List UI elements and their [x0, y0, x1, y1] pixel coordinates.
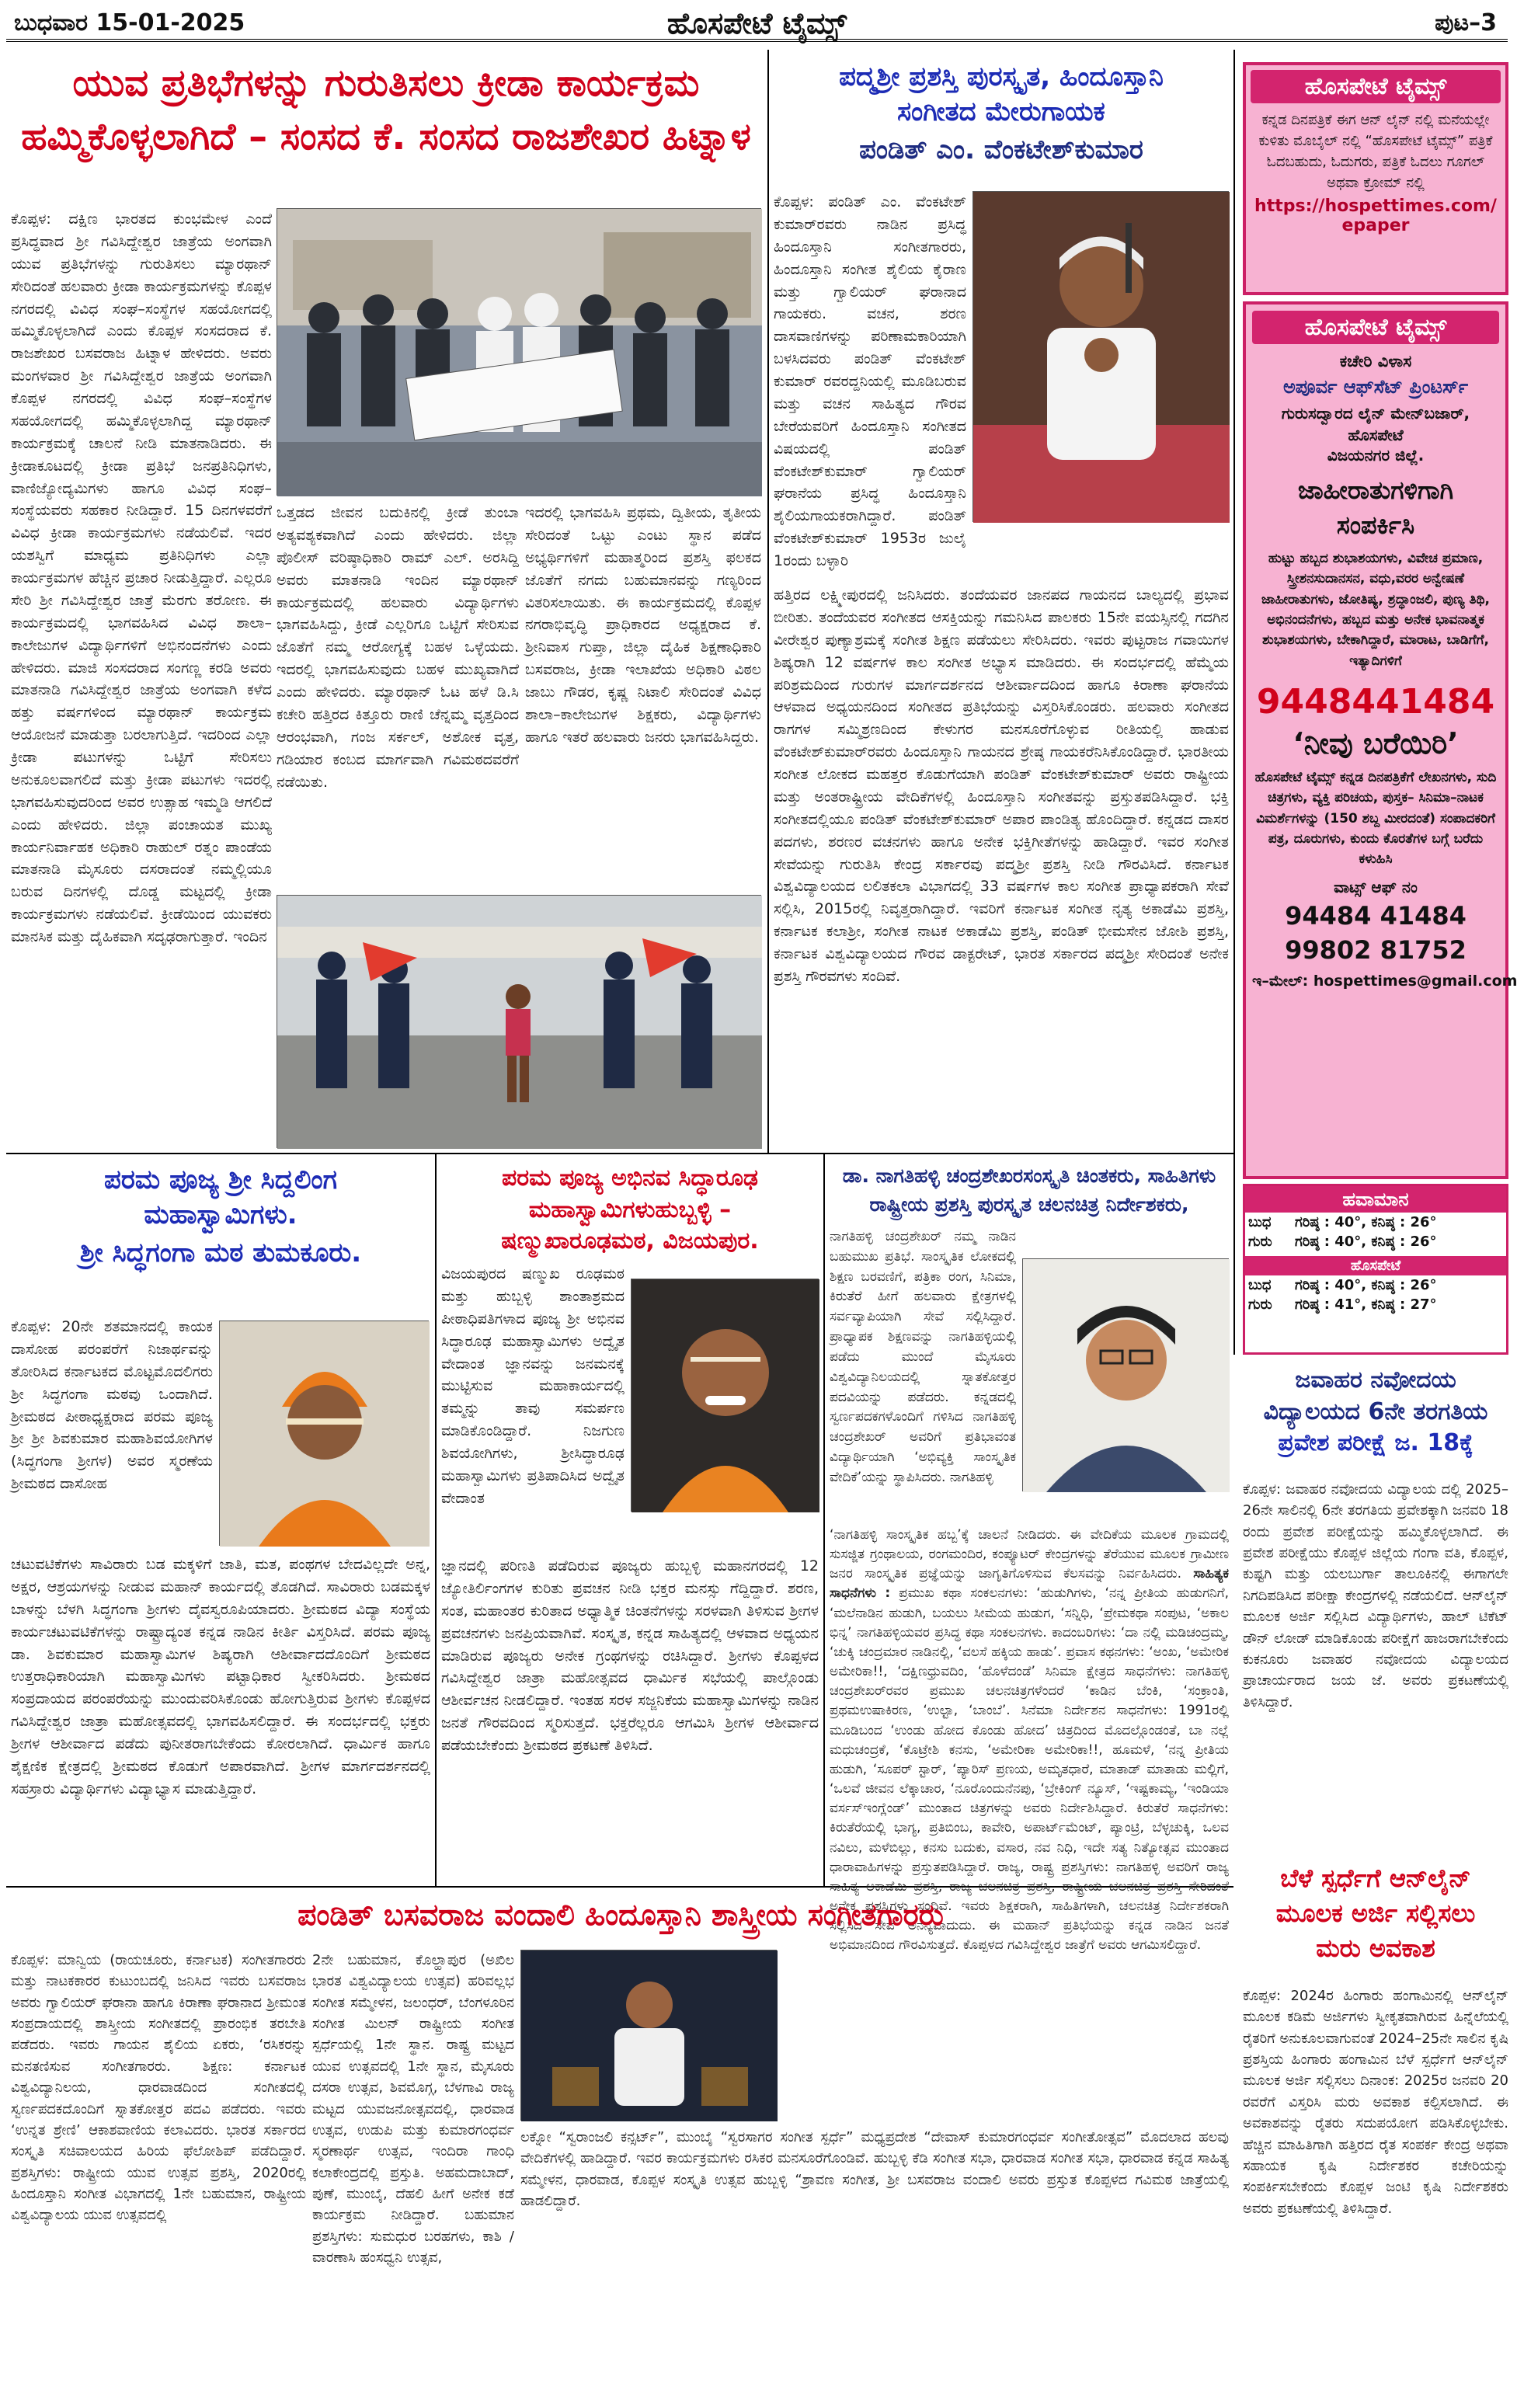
column-rule [435, 1153, 437, 1886]
weather-subtitle: ಹೊಸಪೇಟೆ [1245, 1256, 1506, 1275]
story2-headline-line1: ಪದ್ಮಶ್ರೀ ಪ್ರಶಸ್ತಿ ಪುರಸ್ಕೃತ, ಹಿಂದೂಸ್ತಾನಿ [839, 61, 1164, 92]
ads-phone[interactable]: 9448441484 [1256, 682, 1495, 722]
story1-headline-line1: ಯುವ ಪ್ರತಿಭೆಗಳನ್ನು ಗುರುತಿಸಲು ಕ್ರೀಡಾ ಕಾರ್ಯಕ್ರಮ [72, 61, 700, 105]
epaper-promo-box [1243, 62, 1508, 295]
email-label: ಇ–ಮೇಲ್: [1252, 972, 1309, 990]
weather-row [1245, 1213, 1506, 1232]
whatsapp-label: ವಾಟ್ಸ್ ಆಫ್ ನಂ [1334, 877, 1418, 896]
story3-text-left: ಕೊಪ್ಪಳ: 20ನೇ ಶತಮಾನದಲ್ಲಿ ಕಾಯಕ ದಾಸೋಹ ಪರಂಪರೆಗೆ ನಿಜಾರ್ಥವನ್ನು ತೋರಿಸಿದ ಕರ್ನಾಟಕದ ಮೊಟ್ಟಮೊದಲಿಗರು ಶ್ರೀ ಸಿದ್ಧಗಂಗಾ ಮಠವು ಒಂದಾಗಿದೆ. ಶ್ರೀಮಠದ ಪೀಠಾಧ್ಯಕ್ಷರಾದ ಪರಮ ಪೂಜ್ಯ ಶ್ರೀ ಶ್ರೀ ಶಿವಕುಮಾರ ಮಹಾಶಿವಯೋಗಿಗಳ (ಸಿದ್ಧಗಂಗಾ ಶ್ರೀಗಳ) ಅವರ ಸ್ಮರಣೆಯ ಶ್ರೀಮಠದ ದಾಸೋಹ [11, 1318, 213, 1493]
epaper-link-path[interactable]: epaper [1341, 216, 1410, 235]
venkatesh-kumar-photo [972, 191, 1229, 522]
ad-categories: ಹುಟ್ಟು ಹಬ್ಬದ ಶುಭಾಶಯಗಳು, ವಿವೇಚ ಪ್ರಮಾಣ, ಸ್ತ್ರೀಶನಸುದಾನಸನ, ವಧು,ವರರ ಅನ್ವೇಷಣೆ ಜಾಹೀರಾತುಗಳು, ಜೋತಿಷ್ಯ, ಶ್ರದ್ಧಾಂಜಲಿ, ಪುಣ್ಯ ತಿಥಿ, ಅಭಿನಂದನೆಗಳು, ಹಬ್ಬದ ಮತ್ತು ಅನೇಕ ಭಾವನಾತ್ಮಕ ಶುಭಾಶಯಗಳು, ಬೇಕಾಗಿದ್ದಾರೆ, ಮಾರಾಟ, ಬಾಡಿಗೆಗೆ, ಇತ್ಯಾದಿಗಳಿಗೆ [1261, 551, 1490, 669]
column-rule [1233, 50, 1235, 1355]
story5-headline-line1: ಡಾ. ನಾಗತಿಹಳ್ಳಿ ಚಂದ್ರಶೇಖರಸಂಸ್ಕೃತಿ ಚಿಂತಕರು, ಸಾಹಿತಿಗಳು [842, 1164, 1216, 1187]
weather-temp: ಗರಿಷ್ಠ : 41°, ಕನಿಷ್ಠ : 27° [1295, 1296, 1437, 1313]
story2-headline-line3: ಪಂಡಿತ್ ಎಂ. ವೆಂಕಟೇಶ್‌ಕುಮಾರ [859, 134, 1143, 166]
story4-headline-line1: ಪರಮ ಪೂಜ್ಯ ಅಭಿನವ ಸಿದ್ಧಾರೂಢ [502, 1164, 758, 1192]
story3-headline-line3: ಶ್ರೀ ಸಿದ್ಧಗಂಗಾ ಮಠ ತುಮಕೂರು. [79, 1237, 362, 1269]
story3-text-full: ಚಟುವಟಿಕೆಗಳು ಸಾವಿರಾರು ಬಡ ಮಕ್ಕಳಿಗೆ ಜಾತಿ, ಮತ, ಪಂಥಗಳ ಬೇದವಿಲ್ಲದೇ ಅನ್ನ, ಅಕ್ಷರ, ಆಶ್ರಯಗಳನ್ನು ನೀಡುವ ಮಹಾನ್ ಕಾರ್ಯದಲ್ಲಿ ತೊಡಗಿದೆ. ಸಾವಿರಾರು ಬಡಮಕ್ಕಳ ಬಾಳನ್ನು ಬೆಳಗಿ ಸಿದ್ಧಗಂಗಾ ಶ್ರೀಗಳು ದೈವಸ್ವರೂಪಿಯಾದರು. ಶ್ರೀಮಠದ ವಿದ್ಯಾ ಸಂಸ್ಥೆಯ ಕಾರ್ಯಚಟುವಟಿಕೆಗಳನ್ನು ರಾಷ್ಟ್ರಾದ್ಯಂತ ಕನ್ನಡ ನಾಡಿನ ಕೀರ್ತಿ ವಿಸ್ತರಿಸಿದೆ. ಪರಮ ಪೂಜ್ಯ ಡಾ. ಶಿವಕುಮಾರ ಮಹಾಸ್ವಾಮಿಗಳ ಶಿಷ್ಯರಾಗಿ ಆಶೀರ್ವಾದದೊಂದಿಗೆ ಶ್ರೀಮಠದ ಉತ್ತರಾಧಿಕಾರಿಯಾಗಿ ಮಹಾಸ್ವಾಮಿಗಳು ಪಟ್ಟಾಧಿಕಾರ ಸ್ವೀಕರಿಸಿದರು. ಶ್ರೀಮಠದ ಸಂಪ್ರದಾಯದ ಪರಂಪರೆಯನ್ನು ಮುಂದುವರಿಸಿಕೊಂಡು ಹೋಗುತ್ತಿರುವ ಶ್ರೀಗಳು ಕೊಪ್ಪಳದ ಗವಿಸಿದ್ದೇಶ್ವರ ಜಾತ್ರಾ ಮಹೋತ್ಸವದಲ್ಲಿ ಭಾಗವಹಿಸಲಿದ್ದಾರೆ. ಈ ಸಂದರ್ಭದಲ್ಲಿ ಭಕ್ತರು ಶ್ರೀಗಳ ಆಶೀರ್ವಾದ ಪಡೆದು ಪುನೀತರಾಗಬೇಕೆಂದು ಕೋರಲಾಗಿದೆ. ಧಾರ್ಮಿಕ ಹಾಗೂ ಶೈಕ್ಷಣಿಕ ಕ್ಷೇತ್ರದಲ್ಲಿ ಶ್ರೀಮಠದ ಕೊಡುಗೆ ಅಪಾರವಾಗಿದೆ. ಶ್ರೀಗಳ ಮಾರ್ಗದರ್ಶನದಲ್ಲಿ ಸಹಸ್ರಾರು ವಿದ್ಯಾರ್ಥಿಗಳು ವಿದ್ಯಾಭ್ಯಾಸ ಮಾಡುತ್ತಿದ್ದಾರೆ. [11, 1556, 430, 1797]
story6-headline [1243, 1367, 1508, 1457]
story4-text-full: ಜ್ಞಾನದಲ್ಲಿ ಪರಿಣತಿ ಪಡೆದಿರುವ ಪೂಜ್ಯರು ಹುಬ್ಬಳ್ಳಿ ಮಹಾನಗರದಲ್ಲಿ 12 ಜ್ಯೋತಿರ್ಲಿಂಗಗಳ ಕುರಿತು ಪ್ರವಚನ ನೀಡಿ ಭಕ್ತರ ಮನಸ್ಸು ಗೆದ್ದಿದ್ದಾರೆ. ಶರಣ, ಸಂತ, ಮಹಾಂತರ ಕುರಿತಾದ ಅಧ್ಯಾತ್ಮಿಕ ಚಿಂತನೆಗಳನ್ನು ಸರಳವಾಗಿ ತಿಳಿಸುವ ಶ್ರೀಗಳ ಪ್ರವಚನಗಳು ಜನಪ್ರಿಯವಾಗಿವೆ. ಸಂಸ್ಕೃತ, ಕನ್ನಡ ಸಾಹಿತ್ಯದಲ್ಲಿ ಆಳವಾದ ಅಧ್ಯಯನ ಮಾಡಿರುವ ಪೂಜ್ಯರು ಅನೇಕ ಗ್ರಂಥಗಳನ್ನು ರಚಿಸಿದ್ದಾರೆ. ಶ್ರೀಗಳು ಕೊಪ್ಪಳದ ಗವಿಸಿದ್ದೇಶ್ವರ ಜಾತ್ರಾ ಮಹೋತ್ಸವದ ಧಾರ್ಮಿಕ ಸಭೆಯಲ್ಲಿ ಪಾಲ್ಗೊಂಡು ಆಶೀರ್ವಚನ ನೀಡಲಿದ್ದಾರೆ. ಇಂತಹ ಸರಳ ಸಜ್ಜನಿಕೆಯ ಮಹಾಸ್ವಾಮಿಗಳನ್ನು ನಾಡಿನ ಜನತೆ ಗೌರವದಿಂದ ಸ್ಮರಿಸುತ್ತದೆ. ಭಕ್ತರೆಲ್ಲರೂ ಆಗಮಿಸಿ ಶ್ರೀಗಳ ಆಶೀರ್ವಾದ ಪಡೆಯಬೇಕೆಂದು ಶ್ರೀಮಠದ ಪ್ರಕಟಣೆ ತಿಳಿಸಿದೆ. [441, 1557, 819, 1754]
weather-row [1245, 1232, 1506, 1251]
weather-day: ಗುರು [1248, 1234, 1272, 1250]
office-street: ಗುರುಸದ್ವಾರದ ಲೈನ್ ಮೇನ್‌ಬಜಾರ್, ಹೊಸಪೇಟೆ [1281, 404, 1470, 444]
ads-heading: ಜಾಹೀರಾತುಗಳಿಗಾಗಿ [1297, 475, 1454, 505]
story5-text-full [830, 1526, 1230, 1954]
story5-lit-title: ಸಾಹಿತ್ಯಕ ಸಾಧನೆಗಳು : [830, 1566, 1230, 1602]
weather-temp: ಗರಿಷ್ಠ : 40°, ಕನಿಷ್ಠ : 26° [1295, 1214, 1437, 1230]
story6-headline-line1: ಜವಾಹರ ನವೋದಯ [1295, 1366, 1456, 1394]
story8-headline: ಪಂಡಿತ್ ಬಸವರಾಜ ವಂದಾಲಿ ಹಿಂದೂಸ್ತಾನಿ ಶಾಸ್ತ್ರೀಯ ಸಂಗೀತಗಾರರು [297, 1898, 944, 1932]
story1-column-3: ಇದರಲ್ಲಿ ಭಾಗವಹಿಸಿ ಪ್ರಥಮ, ದ್ವಿತೀಯ, ತೃತೀಯ ಸೇರಿದಂತೆ ಒಟ್ಟು ಎಂಟು ಸ್ಥಾನ ಪಡೆದ ಅಭ್ಯರ್ಥಿಗಳಿಗೆ ಮಹಾತ್ಮರಿಂದ ಪ್ರಶಸ್ತಿ ಫಲಕದ ಜೊತೆಗೆ ನಗದು ಬಹುಮಾನವನ್ನು ಗಣ್ಯರಿಂದ ವಿತರಿಸಲಾಯಿತು. ಈ ಕಾರ್ಯಕ್ರಮದಲ್ಲಿ ಕೊಪ್ಪಳ ನಗರಾಭಿವೃದ್ಧಿ ಪ್ರಾಧಿಕಾರದ ಅಧ್ಯಕ್ಷರಾದ ಕೆ. ಶ್ರೀನಿವಾಸ ಗುಪ್ತಾ, ಜಿಲ್ಲಾ ದೈಹಿಕ ಶಿಕ್ಷಣಾಧಿಕಾರಿ ಬಸವರಾಜ, ಕ್ರೀಡಾ ಇಲಾಖೆಯ ಅಧಿಕಾರಿ ವಿಠಲ ಜಾಬು ಗೌಡರ, ಕೃಷ್ಣ ನಿಟಾಲಿ ಸೇರಿದಂತೆ ವಿವಿಧ ಶಾಲಾ–ಕಾಲೇಜುಗಳ ಶಿಕ್ಷಕರು, ವಿದ್ಯಾರ್ಥಿಗಳು ಹಾಗೂ ಇತರೆ ಹಲವಾರು ಜನರು ಭಾಗವಹಿಸಿದ್ದರು. [525, 504, 761, 746]
weather-table-hospet [1245, 1275, 1506, 1314]
weather-day: ಗುರು [1248, 1296, 1272, 1313]
abhinava-siddharudha-photo [631, 1279, 819, 1512]
story7-headline-line2: ಮೂಲಕ ಅರ್ಜಿ ಸಲ್ಲಿಸಲು [1275, 1898, 1476, 1928]
weather-day: ಬುಧ [1248, 1214, 1272, 1230]
story3-headline-line1: ಪರಮ ಪೂಜ್ಯ ಶ್ರೀ ಸಿದ್ದಲಿಂಗ [104, 1164, 337, 1195]
contact-heading: ಸಂಪರ್ಕಿಸಿ [1336, 510, 1415, 540]
email-line [1252, 972, 1517, 990]
write-to-us-text: ಹೊಸಪೇಟೆ ಟೈಮ್ಸ್ ಕನ್ನಡ ದಿನಪತ್ರಿಕೆಗೆ ಲೇಖನಗಳು, ಸುದಿ ಚಿತ್ರಗಳು, ವ್ಯಕ್ತಿ ಪರಿಚಯ, ಪುಸ್ತಕ– ಸಿನಿಮಾ–ನಾಟಕ ವಿಮರ್ಶೆಗಳನ್ನು (150 ಶಬ್ದ ಮೀರದಂತೆ) ಸಂಪಾದಕರಿಗೆ ಪತ್ರ, ದೂರುಗಳು, ಕುಂದು ಕೊರತೆಗಳ ಬಗ್ಗೆ ಬರೆದು ಕಳುಹಿಸಿ [1254, 770, 1497, 868]
story1-headline-line2: ಹಮ್ಮಿಕೊಳ್ಳಲಾಗಿದೆ – ಸಂಸದ ಕೆ. ಸಂಸದ ರಾಜಶೇಖರ ಹಿಟ್ನಾಳ [21, 115, 751, 159]
weather-row [1245, 1275, 1506, 1295]
story5-text-intro: ‘ನಾಗತಿಹಳ್ಳಿ ಸಾಂಸ್ಕೃತಿಕ ಹಬ್ಬ’ಕ್ಕೆ ಚಾಲನೆ ನೀಡಿದರು. ಈ ವೇದಿಕೆಯ ಮೂಲಕ ಗ್ರಾಮದಲ್ಲಿ ಸುಸಜ್ಜಿತ ಗ್ರಂಥಾಲಯ, ರಂಗಮಂದಿರ, ಕಂಪ್ಯೂಟರ್ ಕೇಂದ್ರಗಳನ್ನು ತೆರೆಯುವ ಮೂಲಕ ಗ್ರಾಮೀಣ ಜನರ ಸಾಂಸ್ಕೃತಿಕ ಪ್ರಜ್ಞೆಯನ್ನು ಜಾಗೃತಿಗೊಳಿಸುವ ಕೆಲಸವನ್ನು ನಿರ್ವಹಿಸಿದರು. [830, 1527, 1229, 1582]
story8-column-1: ಕೊಪ್ಪಳ: ಮಾನ್ವಿಯ (ರಾಯಚೂರು, ಕರ್ನಾಟಕ) ಸಂಗೀತಗಾರರು ಮತ್ತು ನಾಟಕಕಾರರ ಕುಟುಂಬದಲ್ಲಿ ಜನಿಸಿದ ಇವರು ಬಸವರಾಜ ಅವರು ಗ್ವಾಲಿಯರ್ ಘರಾನಾ ಹಾಗೂ ಕಿರಾಣಾ ಘರಾನಾದ ಶ್ರೀಮಂತ ಸಂಪ್ರದಾಯದಲ್ಲಿ ಶಾಸ್ತ್ರೀಯ ಸಂಗೀತದಲ್ಲಿ ಪ್ರಾರಂಭಿಕ ತರಬೇತಿ ಪಡೆದರು. ಇವರು ಗಾಯನ ಶೈಲಿಯ ಏಕರು, ‘ರಸಿಕರನ್ನು ಮನತಣಿಸುವ ಸಂಗೀತಗಾರರು. ಶಿಕ್ಷಣ: ಕರ್ನಾಟಕ ವಿಶ್ವವಿದ್ಯಾನಿಲಯ, ಧಾರವಾಡದಿಂದ ಸಂಗೀತದಲ್ಲಿ ಸ್ವರ್ಣಪದಕದೊಂದಿಗೆ ಸ್ನಾತಕೋತ್ತರ ಪದವಿ ಪಡೆದರು. ಇವರು ‘ಉನ್ನತ ಶ್ರೇಣಿ’ ಆಕಾಶವಾಣಿಯ ಕಲಾವಿದರು. ಭಾರತ ಸರ್ಕಾರದ ಸಂಸ್ಕೃತಿ ಸಚಿವಾಲಯದ ಹಿರಿಯ ಫೆಲೋಶಿಪ್ ಪಡೆದಿದ್ದಾರೆ. ಪ್ರಶಸ್ತಿಗಳು: ರಾಷ್ಟ್ರೀಯ ಯುವ ಉತ್ಸವ ಪ್ರಶಸ್ತಿ, 2020ರಲ್ಲಿ ಹಿಂದೂಸ್ತಾನಿ ಸಂಗೀತ ವಿಭಾಗದಲ್ಲಿ 1ನೇ ಬಹುಮಾನ, ರಾಷ್ಟ್ರೀಯ ವಿಶ್ವವಿದ್ಯಾಲಯ ಯುವ ಉತ್ಸವದಲ್ಲಿ [11, 1952, 306, 2224]
weather-table-koppal [1245, 1213, 1506, 1251]
story5-text-left: ನಾಗತಿಹಳ್ಳಿ ಚಂದ್ರಶೇಖರ್ ನಮ್ಮ ನಾಡಿನ ಬಹುಮುಖ ಪ್ರತಿಭೆ. ಸಾಂಸ್ಕೃತಿಕ ಲೋಕದಲ್ಲಿ ಶಿಕ್ಷಣ ಬರವಣಿಗೆ, ಪತ್ರಿಕಾ ರಂಗ, ಸಿನಿಮಾ, ಕಿರುತೆರೆ ಹೀಗೆ ಹಲವಾರು ಕ್ಷೇತ್ರಗಳಲ್ಲಿ ಸರ್ವವ್ಯಾಪಿಯಾಗಿ ಸೇವೆ ಸಲ್ಲಿಸಿದ್ದಾರೆ. ಪ್ರಾಧ್ಯಾಪಕ ಶಿಕ್ಷಣವನ್ನು ನಾಗತಿಹಳ್ಳಿಯಲ್ಲಿ ಪಡೆದು ಮುಂದೆ ಮೈಸೂರು ವಿಶ್ವವಿದ್ಯಾನಿಲಯದಲ್ಲಿ ಸ್ನಾತಕೋತ್ತರ ಪದವಿಯನ್ನು ಪಡೆದರು. ಕನ್ನಡದಲ್ಲಿ ಸ್ವರ್ಣಪದಕಗಳೊಂದಿಗೆ ಗಳಿಸಿದ ನಾಗತಿಹಳ್ಳಿ ಚಂದ್ರಶೇಖರ್ ಅವರಿಗೆ ಪ್ರತಿಭಾವಂತ ವಿದ್ಯಾರ್ಥಿಯಾಗಿ ‘ಅಭಿವ್ಯಕ್ತಿ ಸಾಂಸ್ಕೃತಿಕ ವೇದಿಕೆ’ಯನ್ನು ಸ್ಥಾಪಿಸಿದರು. ನಾಗತಿಹಳ್ಳಿ [830, 1229, 1016, 1485]
epaper-link[interactable]: https://hospettimes.com/ [1254, 197, 1497, 216]
write-to-us-slogan: ‘ನೀವು ಬರೆಯಿರಿ’ [1293, 726, 1459, 761]
basavaraj-vandali-photo [520, 1950, 777, 2121]
story7-headline [1243, 1864, 1508, 1962]
story5-lit-text: ಪ್ರಮುಖ ಕಥಾ ಸಂಕಲನಗಳು: ‘ಹುಡುಗಿಗಳು, ‘ನನ್ನ ಪ್ರೀತಿಯ ಹುಡುಗನಿಗೆ, ‘ಮಲೆನಾಡಿನ ಹುಡುಗಿ, ಬಯಲು ಸೀಮೆಯ ಹುಡುಗ, ‘ಸನ್ನಿಧಿ, ‘ಪ್ರೇಮಕಥಾ ಸಂಪುಟ, ‘ಅಕಾಲ ಭಿನ್ನ’ ನಾಗತಿಹಳ್ಳಿಯವರ ಪ್ರಸಿದ್ಧ ಕಥಾ ಸಂಕಲನಗಳು. ಕಾದಂಬರಿಗಳು: ‘ದಾ ನಲ್ಲಿ ಮಡಿಚಂದ್ರಮ್ಮ, ‘ಚುಕ್ಕಿ ಚಂದ್ರಮಾರ ನಾಡಿನಲ್ಲಿ, ‘ವಲಸೆ ಹಕ್ಕಿಯ ಹಾಡು’. ಪ್ರವಾಸ ಕಥನಗಳು: ‘ಅಂಖ, ‘ಅಮೇರಿಕ ಅಮೇರಿಕಾ!!, ‘ದಕ್ಷಿಣಧ್ರುವದಿಂ, ‘ಹೊಳೆದಂಡೆ’ ಸಿನಿಮಾ ಕ್ಷೇತ್ರದ ಸಾಧನೆಗಳು: ನಾಗತಿಹಳ್ಳಿ ಚಂದ್ರಶೇಖರ್‌ರವರ ಪ್ರಮುಖ ಚಲನಚಿತ್ರಗಳೆಂದರೆ ‘ಕಾಡಿನ ಬೆಂಕಿ, ‘ಸಂಕ್ರಾಂತಿ, ಪ್ರಥಮಉಷಾಕಿರಣ, ‘ಉಲ್ಟಾ, ‘ಬಾಂಬೆ’. ಸಿನೆಮಾ ನಿರ್ದೇಶನ ಸಾಧನೆಗಳು: 1991ರಲ್ಲಿ ಮೂಡಿಬಂದ ‘ಉಂಡು ಹೋದ ಕೊಂಡು ಹೋದ’ ಚಿತ್ರದಿಂದ ಮೊದಲ್ಗೊಂಡಂತೆ, ಬಾ ನಲ್ಲೆ ಮಧುಚಂದ್ರಕೆ, ‘ಕೊಟ್ರೇಶಿ ಕನಸು, ‘ಅಮೇರಿಕಾ ಅಮೇರಿಕಾ!!, ಹೂಮಳೆ, ‘ನನ್ನ ಪ್ರೀತಿಯ ಹುಡುಗಿ, ‘ಸೂಪರ್ ಸ್ಟಾರ್, ‘ಪ್ಯಾರಿಸ್ ಪ್ರಣಯ, ಅಮೃತಧಾರೆ, ಮಾತಾಡ್ ಮಾತಾಡು ಮಲ್ಲಿಗೆ, ‘ಒಲವೆ ಜೀವನ ಲೆಕ್ಕಾಚಾರ, ‘ನೂರೊಂದುನೆನಪು, ‘ಬ್ರೇಕಿಂಗ್ ನ್ಯೂಸ್, ‘ಇಷ್ಟಕಾಮ್ಯ, ‘ಇಂಡಿಯಾ ವರ್ಸಸ್‌ಇಂಗ್ಲೆಂಡ್’ ಮುಂತಾದ ಚಿತ್ರಗಳನ್ನು ಅವರು ನಿರ್ದೇಶಿಸಿದ್ದಾರೆ. ಕಿರುತೆರೆ ಸಾಧನೆಗಳು: ಕಿರುತೆರೆಯಲ್ಲಿ ಭಾಗ್ಯ, ಪ್ರತಿಬಿಂಬ, ಕಾವೇರಿ, ಅಪಾರ್ಟ್‌ಮೆಂಟ್, ಪ್ಯಾಂಟ್ರಿ, ಬೆಳ್ಳಚುಕ್ಕಿ, ಒಲವ ನವಿಲು, ಮಳೆಬಿಲ್ಲು, ಕನಸು ಬದುಕು, ವಸಾರ, ನವ ನಿಧಿ, ಇದೇ ಸತ್ಯ ನಿತ್ಯೋತ್ಸವ ಮುಂತಾದ ಧಾರಾವಾಹಿಗಳನ್ನು ಪ್ರಸ್ತುತಪಡಿಸಿದ್ದಾರೆ. ರಾಜ್ಯ, ರಾಷ್ಟ್ರ ಪ್ರಶಸ್ತಿಗಳು: ನಾಗತಿಹಳ್ಳಿ ಅವರಿಗೆ ರಾಜ್ಯ ಸಾಹಿತ್ಯ ಅಕಾಡೆಮಿ ಪ್ರಶಸ್ತಿ, ರಾಜ್ಯ ಚಲನಚಿತ್ರ ಪ್ರಶಸ್ತಿ, ರಾಷ್ಟ್ರೀಯ ಚಲನಚಿತ್ರ ಪ್ರಶಸ್ತಿ ಸೇರಿದಂತೆ ಅನೇಕ ಪ್ರಶಸ್ತಿಗಳು ಸಂದಿವೆ. ಇವರು ಶಿಕ್ಷಕರಾಗಿ, ಸಾಹಿತಿಗಳಾಗಿ, ಚಲನಚಿತ್ರ ನಿರ್ದೇಶಕರಾಗಿ ಸಲ್ಲಿಸಿದ ಸೇವೆ ಅನನ್ಯವಾದುದು. ಈ ಮಹಾನ್ ಪ್ರತಿಭೆಯನ್ನು ಕನ್ನಡ ನಾಡಿನ ಜನತೆ ಅಭಿಮಾನದಿಂದ ಗೌರವಿಸುತ್ತದೆ. ಕೊಪ್ಪಳದ ಗವಿಸಿದ್ದೇಶ್ವರ ಜಾತ್ರೆಗೆ ಅವರು ಆಗಮಿಸಲಿದ್ದಾರೆ. [830, 1585, 1229, 1954]
marathon-award-photo [277, 208, 761, 496]
office-district: ವಿಜಯನಗರ ಜಿಲ್ಲೆ. [1327, 446, 1425, 465]
column-rule [767, 50, 769, 1153]
story3-headline [11, 1165, 430, 1268]
nagathihalli-photo [1022, 1258, 1229, 1491]
newspaper-title: ಹೊಸಪೇಟೆ ಟೈಮ್ಸ್ [666, 6, 847, 40]
promo-text: ಕನ್ನಡ ದಿನಪತ್ರಿಕೆ ಈಗ ಆನ್ ಲೈನ್ ನಲ್ಲಿ ಮನೆಯಲ್ಲೇ ಕುಳಿತು ಮೊಬೈಲ್ ನಲ್ಲಿ “ಹೊಸಪೇಟೆ ಟೈಮ್ಸ್” ಪತ್ರಿಕೆ ಓದಬಹುದು, ಓದುಗರು, ಪತ್ರಿಕೆ ಓದಲು ಗೂಗಲ್ ಅಥವಾ ಕ್ರೋಮ್ ನಲ್ಲಿ [1258, 112, 1493, 191]
story7-headline-line3: ಮರು ಅವಕಾಶ [1316, 1933, 1435, 1963]
story8-column-3: ಲಕ್ನೋ “ಸ್ವರಾಂಜಲಿ ಕನ್ಸರ್ಟ್”, ಮುಂಬೈ “ಸ್ವರಸಾಗರ ಸಂಗೀತ ಸ್ಪರ್ಧೆ” ಮಧ್ಯಪ್ರದೇಶ “ದೇವಾಸ್ ಕುಮಾರಗಂಧರ್ವ ಸಂಗೀತೋತ್ಸವ” ಮೊದಲಾದ ಹಲವು ವೇದಿಕೆಗಳಲ್ಲಿ ಹಾಡಿದ್ದಾರೆ. ಇವರ ಕಾರ್ಯಕ್ರಮಗಳು ರಸಿಕರ ಮನಸೂರೆಗೊಂಡಿವೆ. ಹುಬ್ಬಳ್ಳಿ ಕೆಡಿ ಸಂಗೀತ ಸಭಾ, ಧಾರವಾಡ ಸಂಗೀತ ಸಭಾ, ಧಾರವಾಡ ಕನ್ನಡ ಸಾಹಿತ್ಯ ಸಮ್ಮೇಳನ, ಧಾರವಾಡ, ಕೊಪ್ಪಳ ಸಂಸ್ಕೃತಿ ಉತ್ಸವ ಹುಬ್ಬಳ್ಳಿ “ಶ್ರಾವಣ ಸಂಗೀತ, ಶ್ರೀ ಬಸವರಾಜ ವಂದಾಲಿ ಅವರು ಪ್ರಸ್ತುತ ಕೊಪ್ಪಳದ ಗವಿಮಠ ಜಾತ್ರೆಯಲ್ಲಿ ಹಾಡಲಿದ್ದಾರೆ. [520, 2129, 1229, 2210]
story5-headline-line2: ರಾಷ್ಟ್ರೀಯ ಪ್ರಶಸ್ತಿ ಪುರಸ್ಕೃತ ಚಲನಚಿತ್ರ ನಿರ್ದೇಶಕರು, [869, 1192, 1189, 1216]
story4-headline-line2: ಮಹಾಸ್ವಾಮಿಗಳುಹುಬ್ಬಳ್ಳಿ – [528, 1195, 732, 1223]
story1-column-2: ಒತ್ತಡದ ಜೀವನ ಬದುಕಿನಲ್ಲಿ ಕ್ರೀಡೆ ತುಂಬಾ ಅತ್ಯವಶ್ಯಕವಾಗಿದೆ ಎಂದು ಹೇಳಿದರು. ಜಿಲ್ಲಾ ಪೊಲೀಸ್ ವರಿಷ್ಠಾಧಿಕಾರಿ ರಾಮ್ ಎಲ್. ಅರಸಿದ್ದಿ ಅವರು ಮಾತನಾಡಿ ಇಂದಿನ ಮ್ಯಾರಥಾನ್ ಕಾರ್ಯಕ್ರಮದಲ್ಲಿ ಹಲವಾರು ವಿದ್ಯಾರ್ಥಿಗಳು ಭಾಗವಹಿಸಿದ್ದು, ಕ್ರೀಡೆ ಎಲ್ಲರಿಗೂ ಒಟ್ಟಿಗೆ ಸೇರಿಸುವ ಜೊತೆಗೆ ನಮ್ಮ ಆರೋಗ್ಯಕ್ಕೆ ಬಹಳ ಒಳ್ಳೆಯದು. ಇದರಲ್ಲಿ ಭಾಗವಹಿಸುವುದು ಬಹಳ ಮುಖ್ಯವಾಗಿದೆ ಎಂದು ಹೇಳಿದರು. ಮ್ಯಾರಥಾನ್ ಓಟ ಹಳೆ ಡಿ.ಸಿ ಕಚೇರಿ ಹತ್ತಿರದ ಕಿತ್ತೂರು ರಾಣಿ ಚೆನ್ನಮ್ಮ ವೃತ್ತದಿಂದ ಆರಂಭವಾಗಿ, ಗಂಜ ಸರ್ಕಲ್, ಅಶೋಕ ವೃತ್ತ, ಗಡಿಯಾರ ಕಂಬದ ಮಾರ್ಗವಾಗಿ ಗವಿಮಠದವರೆಗೆ ನಡೆಯಿತು. [277, 504, 519, 791]
promo-title: ಹೊಸಪೇಟೆ ಟೈಮ್ಸ್ [1251, 70, 1501, 103]
story5-headline [830, 1165, 1229, 1216]
story7-headline-line1: ಬೆಳೆ ಸ್ಪರ್ಧೆಗೆ ಆನ್‌ಲೈನ್ [1280, 1863, 1471, 1893]
weather-temp: ಗರಿಷ್ಠ : 40°, ಕನಿಷ್ಠ : 26° [1295, 1277, 1437, 1293]
weather-day: ಬುಧ [1248, 1277, 1272, 1293]
masthead [6, 6, 1508, 42]
column-rule [823, 1153, 825, 1886]
story2-text-full: ಹತ್ತಿರದ ಲಕ್ಷ್ಮೀಪುರದಲ್ಲಿ ಜನಿಸಿದರು. ತಂದೆಯವರ ಜಾನಪದ ಗಾಯನದ ಬಾಲ್ಯದಲ್ಲಿ ಪ್ರಭಾವ ಬೀರಿತು. ತಂದೆಯವರ ಸಂಗೀತದ ಆಸಕ್ತಿಯನ್ನು ಗಮನಿಸಿದ ಪಾಲಕರು 15ನೇ ವಯಸ್ಸಿನಲ್ಲಿ ಗದಗಿನ ವೀರೇಶ್ವರ ಪುಣ್ಯಾಶ್ರಮಕ್ಕೆ ಸಂಗೀತ ಶಿಕ್ಷಣ ಪಡೆಯಲು ಸೇರಿಸಿದರು. ಇವರು ಪುಟ್ಟರಾಜ ಗವಾಯಿಗಳ ಶಿಷ್ಯರಾಗಿ 12 ವರ್ಷಗಳ ಕಾಲ ಸಂಗೀತ ಅಭ್ಯಾಸ ಮಾಡಿದರು. ಈ ಸಂದರ್ಭದಲ್ಲಿ ಹೆಮ್ಮೆಯ ಪರಿಶ್ರಮದಿಂದ ಗುರುಗಳ ಮಾರ್ಗದರ್ಶನದ ಆಶೀರ್ವಾದದಿಂದ ಹಾಗೂ ಕಿರಾಣಾ ಘರಾನೆಯ ಆಳವಾದ ಅಧ್ಯಯನದಿಂದ ಸಂಗೀತದ ಪ್ರತಿಭೆಯನ್ನು ವಿಸ್ತರಿಸಿಕೊಂಡರು. ಹಲವಾರು ಸಂಗೀತದ ರಾಗಗಳ ಸಮ್ಮಿಶ್ರಣದಿಂದ ಕೇಳುಗರ ಮನಸೂರೆಗೊಳ್ಳುವ ರೀತಿಯಲ್ಲಿ ಹಾಡುವ ವೆಂಕಟೇಶ್‌ಕುಮಾರ್‌ರವರು ಹಿಂದೂಸ್ತಾನಿ ಗಾಯನದ ಶ್ರೇಷ್ಠ ಗಾಯಕರೆನಿಸಿಕೊಂಡಿದ್ದಾರೆ. ಭಾರತೀಯ ಸಂಗೀತ ಲೋಕದ ಮಹತ್ತರ ಕೊಡುಗೆಯಾಗಿ ಪಂಡಿತ್ ವೆಂಕಟೇಶ್‌ಕುಮಾರ್ ಅವರು ರಾಷ್ಟ್ರೀಯ ಮತ್ತು ಅಂತರಾಷ್ಟ್ರೀಯ ವೇದಿಕೆಗಳಲ್ಲಿ ಹಿಂದೂಸ್ತಾನಿ ಸಂಗೀತವನ್ನು ಪ್ರಸ್ತುತಪಡಿಸಿದ್ದಾರೆ. ಭಕ್ತಿ ಸಂಗೀತದಲ್ಲಿಯೂ ಪಂಡಿತ್ ವೆಂಕಟೇಶ್‌ಕುಮಾರ್ ಅಪಾರ ಪಾಂಡಿತ್ಯ ಹೊಂದಿದ್ದಾರೆ. ಕನ್ನಡದ ದಾಸರ ಪದಗಳು, ಶರಣರ ವಚನಗಳು ಹಾಗೂ ಅನೇಕ ಭಕ್ತಿಗೀತೆಗಳನ್ನು ಹಾಡಿದ್ದಾರೆ. ಇವರ ಸಂಗೀತ ಸೇವೆಯನ್ನು ಗುರುತಿಸಿ ಕೇಂದ್ರ ಸರ್ಕಾರವು ಪದ್ಮಶ್ರೀ ಪ್ರಶಸ್ತಿ ನೀಡಿ ಗೌರವಿಸಿದೆ. ಕರ್ನಾಟಕ ವಿಶ್ವವಿದ್ಯಾಲಯದ ಲಲಿತಕಲಾ ವಿಭಾಗದಲ್ಲಿ 33 ವರ್ಷಗಳ ಕಾಲ ಸಂಗೀತ ಪ್ರಾಧ್ಯಾಪಕರಾಗಿ ಸೇವೆ ಸಲ್ಲಿಸಿ, 2015ರಲ್ಲಿ ನಿವೃತ್ತರಾಗಿದ್ದಾರೆ. ಇವರಿಗೆ ಕರ್ನಾಟಕ ಸಂಗೀತ ನೃತ್ಯ ಅಕಾಡೆಮಿ ಪ್ರಶಸ್ತಿ, ಕರ್ನಾಟಕ ಕಲಾಶ್ರೀ, ಸಂಗೀತ ನಾಟಕ ಅಕಾಡೆಮಿ ಪ್ರಶಸ್ತಿ, ಪಂಡಿತ್ ಭೀಮಸೇನ ಜೋಶಿ ಪ್ರಶಸ್ತಿ, ಕರ್ನಾಟಕ ವಿಶ್ವವಿದ್ಯಾಲಯದ ಗೌರವ ಡಾಕ್ಟರೇಟ್, ಭಾರತ ಸರ್ಕಾರದ ಪದ್ಮಶ್ರೀ ಸೇರಿದಂತೆ ಅನೇಕ ಪ್ರಶಸ್ತಿ ಗೌರವಗಳು ಸಂದಿವೆ. [774, 586, 1229, 985]
page-number: ಪುಟ–3 [1435, 9, 1497, 37]
story4-headline [441, 1165, 819, 1255]
story2-headline-line2: ಸಂಗೀತದ ಮೇರುಗಾಯಕ [897, 96, 1105, 128]
section-rule [6, 1153, 1233, 1154]
weather-temp: ಗರಿಷ್ಠ : 40°, ಕನಿಷ್ಠ : 26° [1295, 1234, 1437, 1250]
story2-headline [774, 62, 1229, 165]
weather-row [1245, 1295, 1506, 1314]
story2-text-left: ಕೊಪ್ಪಳ: ಪಂಡಿತ್ ಎಂ. ವೆಂಕಟೇಶ್ ಕುಮಾರ್‌ರವರು ನಾಡಿನ ಪ್ರಸಿದ್ಧ ಹಿಂದೂಸ್ತಾನಿ ಸಂಗೀತಗಾರರು, ಹಿಂದೂಸ್ತಾನಿ ಸಂಗೀತ ಶೈಲಿಯ ಕೈರಾಣ ಮತ್ತು ಗ್ವಾಲಿಯರ್ ಘರಾನಾದ ಗಾಯಕರು. ವಚನ, ಶರಣ ದಾಸವಾಣಿಗಳನ್ನು ಪರಿಣಾಮಕಾರಿಯಾಗಿ ಬಳಸಿದವರು ಪಂಡಿತ್ ವೆಂಕಟೇಶ್ ಕುಮಾರ್ ರವರದ್ದನಿಯಲ್ಲಿ ಮೂಡಿಬರುವ ಮತ್ತು ವಚನ ಸಾಹಿತ್ಯದ ಗೌರವ ಬೇರೆಯವರಿಗೆ ಹಿಂದೂಸ್ತಾನಿ ಸಂಗೀತದ ವಿಷಯದಲ್ಲಿ ಪಂಡಿತ್ ವೆಂಕಟೇಶ್‌ಕುಮಾರ್ ಗ್ವಾಲಿಯರ್ ಘರಾನೆಯ ಪ್ರಸಿದ್ಧ ಹಿಂದೂಸ್ತಾನಿ ಶೈಲಿಯಗಾಯಕರಾಗಿದ್ದಾರೆ. ಪಂಡಿತ್ ವೆಂಕಟೇಶ್‌ಕುಮಾರ್ 1953ರ ಜುಲೈ 1ರಂದು ಬಳ್ಳಾರಿ [774, 193, 966, 569]
whatsapp-number-1[interactable]: 94484 41484 [1285, 900, 1467, 931]
story1-headline [11, 62, 761, 158]
office-address-box [1243, 301, 1517, 1179]
story1-column-1: ಕೊಪ್ಪಳ: ದಕ್ಷಿಣ ಭಾರತದ ಕುಂಭಮೇಳ ಎಂದೆ ಪ್ರಸಿದ್ಧವಾದ ಶ್ರೀ ಗವಿಸಿದ್ದೇಶ್ವರ ಜಾತ್ರೆಯ ಅಂಗವಾಗಿ ಯುವ ಪ್ರತಿಭೆಗಳನ್ನು ಗುರುತಿಸಲು ಮ್ಯಾರಥಾನ್ ಸೇರಿದಂತೆ ಹಲವಾರು ಕ್ರೀಡಾ ಕಾರ್ಯಕ್ರಮಗಳನ್ನು ಕೊಪ್ಪಳ ನಗರದಲ್ಲಿ ವಿವಿಧ ಸಂಘ–ಸಂಸ್ಥೆಗಳ ಸಹಯೋಗದಲ್ಲಿ ಹಮ್ಮಿಕೊಳ್ಳಲಾಗಿದೆ ಎಂದು ಕೊಪ್ಪಳ ಸಂಸದರಾದ ಕೆ. ರಾಜಶೇಖರ ಬಸವರಾಜ ಹಿಟ್ನಾಳ ಹೇಳಿದರು. ಅವರು ಮಂಗಳವಾರ ಶ್ರೀ ಗವಿಸಿದ್ದೇಶ್ವರ ಜಾತ್ರೆಯ ಅಂಗವಾಗಿ ಕೊಪ್ಪಳ ನಗರದಲ್ಲಿ ವಿವಿಧ ಸಂಘ–ಸಂಸ್ಥೆಗಳ ಸಹಯೋಗದಲ್ಲಿ ಹಮ್ಮಿಕೊಳ್ಳಲಾಗಿದ್ದ ಮ್ಯಾರಥಾನ್ ಕಾರ್ಯಕ್ರಮಕ್ಕೆ ಚಾಲನೆ ನೀಡಿ ಮಾತನಾಡಿದರು. ಈ ಕ್ರೀಡಾಕೂಟದಲ್ಲಿ ಕ್ರೀಡಾ ಪ್ರತಿಭೆ ಜನಪ್ರತಿನಿಧಿಗಳು, ವಾಣಿಜ್ಯೋದ್ಯಮಿಗಳು ಹಾಗೂ ವಿವಿಧ ಸಂಘ–ಸಂಸ್ಥೆಯವರು ಸಹಕಾರ ನೀಡಿದ್ದಾರೆ. 15 ದಿನಗಳವರೆಗೆ ವಿವಿಧ ಕ್ರೀಡಾ ಕಾರ್ಯಕ್ರಮಗಳು ನಡೆಯಲಿವೆ. ಇದರ ಯಶಸ್ವಿಗೆ ಮಾಧ್ಯಮ ಪ್ರತಿನಿಧಿಗಳು ಎಲ್ಲಾ ಕಾರ್ಯಕ್ರಮಗಳ ಹೆಚ್ಚಿನ ಪ್ರಚಾರ ನೀಡುತ್ತಿದ್ದಾರೆ. ಎಲ್ಲರೂ ಸೇರಿ ಶ್ರೀ ಗವಿಸಿದ್ದೇಶ್ವರ ಜಾತ್ರೆ ಮೆರಗು ತರೋಣ. ಈ ಕಾರ್ಯಕ್ರಮದಲ್ಲಿ ಭಾಗವಹಿಸಿದ ವಿವಿಧ ಶಾಲಾ–ಕಾಲೇಜುಗಳ ವಿದ್ಯಾರ್ಥಿಗಳಿಗೆ ಅಭಿನಂದನೆಗಳು ಎಂದು ಹೇಳಿದರು. ಮಾಜಿ ಸಂಸದರಾದ ಸಂಗಣ್ಣ ಕರಡಿ ಅವರು ಮಾತನಾಡಿ ಗವಿಸಿದ್ದೇಶ್ವರ ಜಾತ್ರೆಯ ಅಂಗವಾಗಿ ಕಳೆದ ಹತ್ತು ವರ್ಷಗಳಿಂದ ಮ್ಯಾರಥಾನ್ ಕಾರ್ಯಕ್ರಮ ಆಯೋಜನೆ ಮಾಡುತ್ತಾ ಬರಲಾಗುತ್ತಿದೆ. ಇದರಿಂದ ಎಲ್ಲಾ ಕ್ರೀಡಾ ಪಟುಗಳನ್ನು ಒಟ್ಟಿಗೆ ಸೇರಿಸಲು ಅನುಕೂಲವಾಗಲಿದೆ ಮತ್ತು ಕ್ರೀಡಾ ಪಟುಗಳು ಇದರಲ್ಲಿ ಭಾಗವಹಿಸುವುದರಿಂದ ಅವರ ಉತ್ಸಾಹ ಇಮ್ಮಡಿ ಆಗಲಿದೆ ಎಂದು ಹೇಳಿದರು. ಜಿಲ್ಲಾ ಪಂಚಾಯತ ಮುಖ್ಯ ಕಾರ್ಯನಿರ್ವಾಹಕ ಅಧಿಕಾರಿ ರಾಹುಲ್ ರತ್ನಂ ಪಾಂಡೆಯ ಮಾತನಾಡಿ ಮೈಸೂರು ದಸರಾದಂತೆ ನಮ್ಮಲ್ಲಿಯೂ ಬರುವ ದಿನಗಳಲ್ಲಿ ದೊಡ್ಡ ಮಟ್ಟದಲ್ಲಿ ಕ್ರೀಡಾ ಕಾರ್ಯಕ್ರಮಗಳು ನಡೆಯಲಿವೆ. ಕ್ರೀಡೆಯಿಂದ ಯುವಕರು ಮಾನಸಿಕ ಮತ್ತು ದೈಹಿಕವಾಗಿ ಸದೃಢರಾಗುತ್ತಾರೆ. ಇಂದಿನ [11, 211, 272, 945]
siddalinga-swamiji-photo [219, 1321, 429, 1546]
office-title: ಹೊಸಪೇಟೆ ಟೈಮ್ಸ್ [1252, 311, 1499, 344]
story6-headline-line2: ವಿದ್ಯಾಲಯದ 6ನೇ ತರಗತಿಯ [1263, 1397, 1488, 1425]
story6-text: ಕೊಪ್ಪಳ: ಜವಾಹರ ನವೋದಯ ವಿದ್ಯಾಲಯ ದಲ್ಲಿ 2025–26ನೇ ಸಾಲಿನಲ್ಲಿ 6ನೇ ತರಗತಿಯ ಪ್ರವೇಶಕ್ಕಾಗಿ ಜನವರಿ 18 ರಂದು ಪ್ರವೇಶ ಪರೀಕ್ಷೆಯನ್ನು ಹಮ್ಮಿಕೊಳ್ಳಲಾಗಿದೆ. ಈ ಪ್ರವೇಶ ಪರೀಕ್ಷೆಯು ಕೊಪ್ಪಳ ಜಿಲ್ಲೆಯ ಗಂಗಾ ವತಿ, ಕೊಪ್ಪಳ, ಕುಷ್ಟಗಿ ಮತ್ತು ಯಲಬುರ್ಗಾ ತಾಲೂಕಿನಲ್ಲಿ ಈಗಾಗಲೇ ನಿಗದಿಪಡಿಸಿದ ಪರೀಕ್ಷಾ ಕೇಂದ್ರಗಳಲ್ಲಿ ನಡೆಯಲಿದೆ. ಆನ್‌ಲೈನ್ ಮೂಲಕ ಅರ್ಜಿ ಸಲ್ಲಿಸಿದ ವಿದ್ಯಾರ್ಥಿಗಳು, ಹಾಲ್ ಟಿಕೆಟ್ ಡೌನ್ ಲೋಡ್ ಮಾಡಿಕೊಂಡು ಪರೀಕ್ಷೆಗೆ ಹಾಜರಾಗಬೇಕೆಂದು ಕುಕನೂರು ಜವಾಹರ ನವೋದಯ ವಿದ್ಯಾಲಯದ ಪ್ರಾಚಾರ್ಯರಾದ ಜಯ ಜೆ. ಅವರು ಪ್ರಕಟಣೆಯಲ್ಲಿ ತಿಳಿಸಿದ್ದಾರೆ. [1243, 1481, 1508, 1710]
issue-date: ಬುಧವಾರ 15-01-2025 [14, 9, 245, 37]
story6-headline-line3: ಪ್ರವೇಶ ಪರೀಕ್ಷೆ ಜ. 18ಕ್ಕೆ [1278, 1429, 1474, 1456]
story7-text: ಕೊಪ್ಪಳ: 2024ರ ಹಿಂಗಾರು ಹಂಗಾಮಿನಲ್ಲಿ ಆನ್‌ಲೈನ್ ಮೂಲಕ ಕಡಿಮೆ ಅರ್ಜಿಗಳು ಸ್ವೀಕೃತವಾಗಿರುವ ಹಿನ್ನೆಲೆಯಲ್ಲಿ ರೈತರಿಗೆ ಅನುಕೂಲವಾಗುವಂತೆ 2024–25ನೇ ಸಾಲಿನ ಕೃಷಿ ಪ್ರಶಸ್ತಿಯ ಹಿಂಗಾರು ಹಂಗಾಮಿನ ಬೆಳೆ ಸ್ಪರ್ಧೆಗೆ ಆನ್‌ಲೈನ್ ಮೂಲಕ ಅರ್ಜಿ ಸಲ್ಲಿಸಲು ದಿನಾಂಕ: 2025ರ ಜನವರಿ 20 ರವರೆಗೆ ವಿಸ್ತರಿಸಿ ಮರು ಅವಕಾಶ ಕಲ್ಪಿಸಲಾಗಿದೆ. ಈ ಅವಕಾಶವನ್ನು ರೈತರು ಸದುಪಯೋಗ ಪಡಿಸಿಕೊಳ್ಳಬೇಕು. ಹೆಚ್ಚಿನ ಮಾಹಿತಿಗಾಗಿ ಹತ್ತಿರದ ರೈತ ಸಂಪರ್ಕ ಕೇಂದ್ರ ಅಥವಾ ಸಹಾಯಕ ಕೃಷಿ ನಿರ್ದೇಶಕರ ಕಚೇರಿಯನ್ನು ಸಂಪರ್ಕಿಸಬೇಕೆಂದು ಕೊಪ್ಪಳ ಜಂಟಿ ಕೃಷಿ ನಿರ್ದೇಶಕರು ಅವರು ಪ್ರಕಟಣೆಯಲ್ಲಿ ತಿಳಿಸಿದ್ದಾರೆ. [1243, 1988, 1508, 2217]
story4-headline-line3: ಷಣ್ಮುಖಾರೂಢಮಠ, ವಿಜಯಪುರ. [501, 1227, 759, 1254]
story8-column-2: 2ನೇ ಬಹುಮಾನ, ಕೊಲ್ಹಾಪುರ (ಅಖಿಲ ಭಾರತ ವಿಶ್ವವಿದ್ಯಾಲಯ ಉತ್ಸವ) ಹರಿವಲ್ಲಭ ಸಂಗೀತ ಸಮ್ಮೇಳನ, ಜಲಂಧರ್, ಬೆಂಗಳೂರಿನ ಸಂಗೀತ ಮಿಲನ್ ರಾಷ್ಟ್ರೀಯ ಸಂಗೀತ ಸ್ಪರ್ಧೆಯಲ್ಲಿ 1ನೇ ಸ್ಥಾನ. ರಾಷ್ಟ್ರ ಮಟ್ಟದ ಯುವ ಉತ್ಸವದಲ್ಲಿ 1ನೇ ಸ್ಥಾನ, ಮೈಸೂರು ದಸರಾ ಉತ್ಸವ, ಶಿವಮೊಗ್ಗ, ಬೆಳಗಾವಿ ರಾಜ್ಯ ಮಟ್ಟದ ಯುವಜನೋತ್ಸವದಲ್ಲಿ, ಧಾರವಾಡ ಉತ್ಸವ, ಉಡುಪಿ ಮತ್ತು ಕುಮಾರಗಂಧರ್ವ ಸ್ಮರಣಾರ್ಥ ಉತ್ಸವ, ಇಂದಿರಾ ಗಾಂಧಿ ಕಲಾಕೇಂದ್ರದಲ್ಲಿ ಪ್ರಸ್ತುತಿ. ಅಹಮದಾಬಾದ್, ಪುಣೆ, ಮುಂಬೈ, ದೆಹಲಿ ಹೀಗೆ ಅನೇಕ ಕಡೆ ಕಾರ್ಯಕ್ರಮ ನೀಡಿದ್ದಾರೆ. ಬಹುಮಾನ ಪ್ರಶಸ್ತಿಗಳು: ಸುಮಧುರ ಬರಹಗಳು, ಕಾಶಿ / ವಾರಣಾಸಿ ಹಂಸಧ್ವನಿ ಉತ್ಸವ, [312, 1952, 514, 2267]
whatsapp-number-2[interactable]: 99802 81752 [1285, 934, 1467, 965]
story4-text-left: ವಿಜಯಪುರದ ಷಣ್ಮುಖ ರೂಢಮಠ ಮತ್ತು ಹುಬ್ಬಳ್ಳಿ ಶಾಂತಾಶ್ರಮದ ಪೀಠಾಧಿಪತಿಗಳಾದ ಪೂಜ್ಯ ಶ್ರೀ ಅಭಿನವ ಸಿದ್ಧಾರೂಢ ಮಹಾಸ್ವಾಮಿಗಳು ಅದ್ವೈತ ವೇದಾಂತ ಜ್ಞಾನವನ್ನು ಜನಮನಕ್ಕೆ ಮುಟ್ಟಿಸುವ ಮಹಾಕಾರ್ಯದಲ್ಲಿ ತಮ್ಮನ್ನು ತಾವು ಸಮರ್ಪಣ ಮಾಡಿಕೊಂಡಿದ್ದಾರೆ. ನಿಜಗುಣ ಶಿವಯೋಗಿಗಳು, ಶ್ರೀಸಿದ್ಧಾರೂಢ ಮಹಾಸ್ವಾಮಿಗಳು ಪ್ರತಿಪಾದಿಸಿದ ಅದ್ವೈತ ವೇದಾಂತ [441, 1265, 625, 1507]
story3-headline-line2: ಮಹಾಸ್ವಾಮಿಗಳು. [144, 1199, 297, 1231]
office-label: ಕಚೇರಿ ವಿಳಾಸ [1339, 352, 1412, 371]
marathon-runner-photo [277, 895, 761, 1148]
weather-title: ಹವಾಮಾನ [1245, 1186, 1506, 1213]
printer-name: ಅಪೂರ್ವ ಆಫ್‌ಸೆಟ್ ಪ್ರಿಂಟರ್ಸ್ [1282, 376, 1469, 398]
email-address[interactable]: hospettimes@gmail.com [1313, 972, 1517, 990]
weather-box [1243, 1184, 1508, 1355]
